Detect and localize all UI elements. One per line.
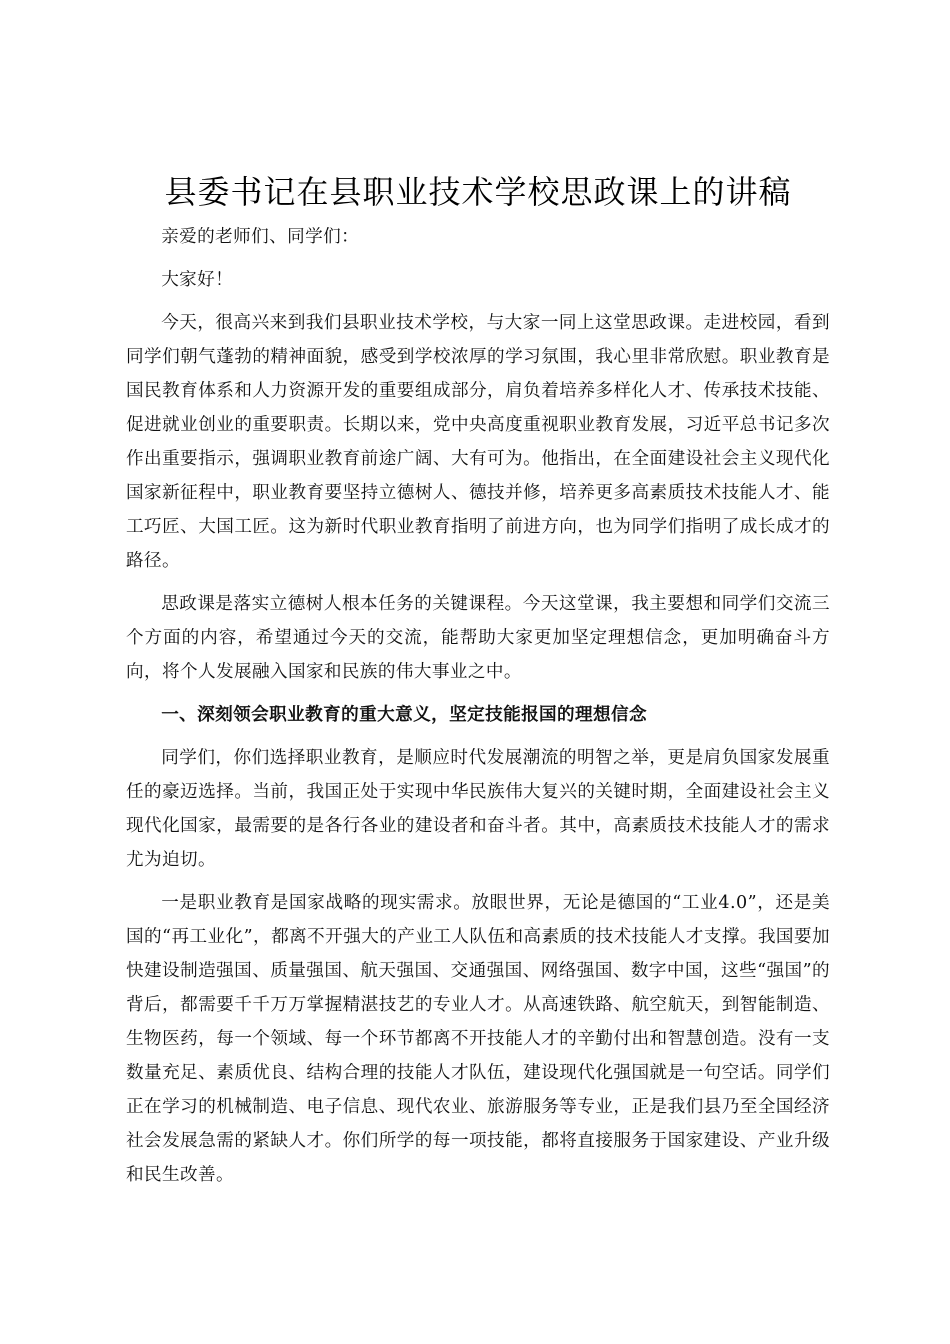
document-title: 县委书记在县职业技术学校思政课上的讲稿 (164, 173, 792, 211)
greeting: 大家好！ (161, 270, 234, 290)
salutation: 亲爱的老师们、同学们： (161, 227, 360, 247)
section1-paragraph-1: 同学们，你们选择职业教育，是顺应时代发展潮流的明智之举，更是肩负国家发展重任的豪迈选择。当前，我国正处于实现中华民族伟大复兴的关键时期，全面建设社会主义现代化国家，最需要的是各行各业的建设者和奋斗者。其中，高素质技术技能人才的需求尤为迫切。 (126, 748, 830, 870)
section-heading-1: 一、深刻领会职业教育的重大意义，坚定技能报国的理想信念 (161, 705, 648, 725)
intro-paragraph-1: 今天，很高兴来到我们县职业技术学校，与大家一同上这堂思政课。走进校园，看到同学们朝气蓬勃的精神面貌，感受到学校浓厚的学习氛围，我心里非常欣慰。职业教育是国民教育体系和人力资源开发的重要组成部分，肩负着培养多样化人才、传承技术技能、促进就业创业的重要职责。长期以来，党中央高度重视职业教育发展，习近平总书记多次作出重要指示，强调职业教育前途广阔、大有可为。他指出，在全面建设社会主义现代化国家新征程中，职业教育要坚持立德树人、德技并修，培养更多高素质技术技能人才、能工巧匠、大国工匠。这为新时代职业教育指明了前进方向，也为同学们指明了成长成才的路径。 (126, 313, 830, 571)
document-page (126, 168, 830, 1201)
section1-paragraph-2: 一是职业教育是国家战略的现实需求。放眼世界，无论是德国的“工业4.0”，还是美国的“再工业化”，都离不开强大的产业工人队伍和高素质的技术技能人才支撑。我国要加快建设制造强国、质量强国、航天强国、交通强国、网络强国、数字中国，这些“强国”的背后，都需要千千万万掌握精湛技艺的专业人才。从高速铁路、航空航天，到智能制造、生物医药，每一个领域、每一个环节都离不开技能人才的辛勤付出和智慧创造。没有一支数量充足、素质优良、结构合理的技能人才队伍，建设现代化强国就是一句空话。同学们正在学习的机械制造、电子信息、现代农业、旅游服务等专业，正是我们县乃至全国经济社会发展急需的紧缺人才。你们所学的每一项技能，都将直接服务于国家建设、产业升级和民生改善。 (126, 893, 830, 1185)
intro-paragraph-2: 思政课是落实立德树人根本任务的关键课程。今天这堂课，我主要想和同学们交流三个方面的内容，希望通过今天的交流，能帮助大家更加坚定理想信念，更加明确奋斗方向，将个人发展融入国家和民族的伟大事业之中。 (126, 594, 830, 682)
